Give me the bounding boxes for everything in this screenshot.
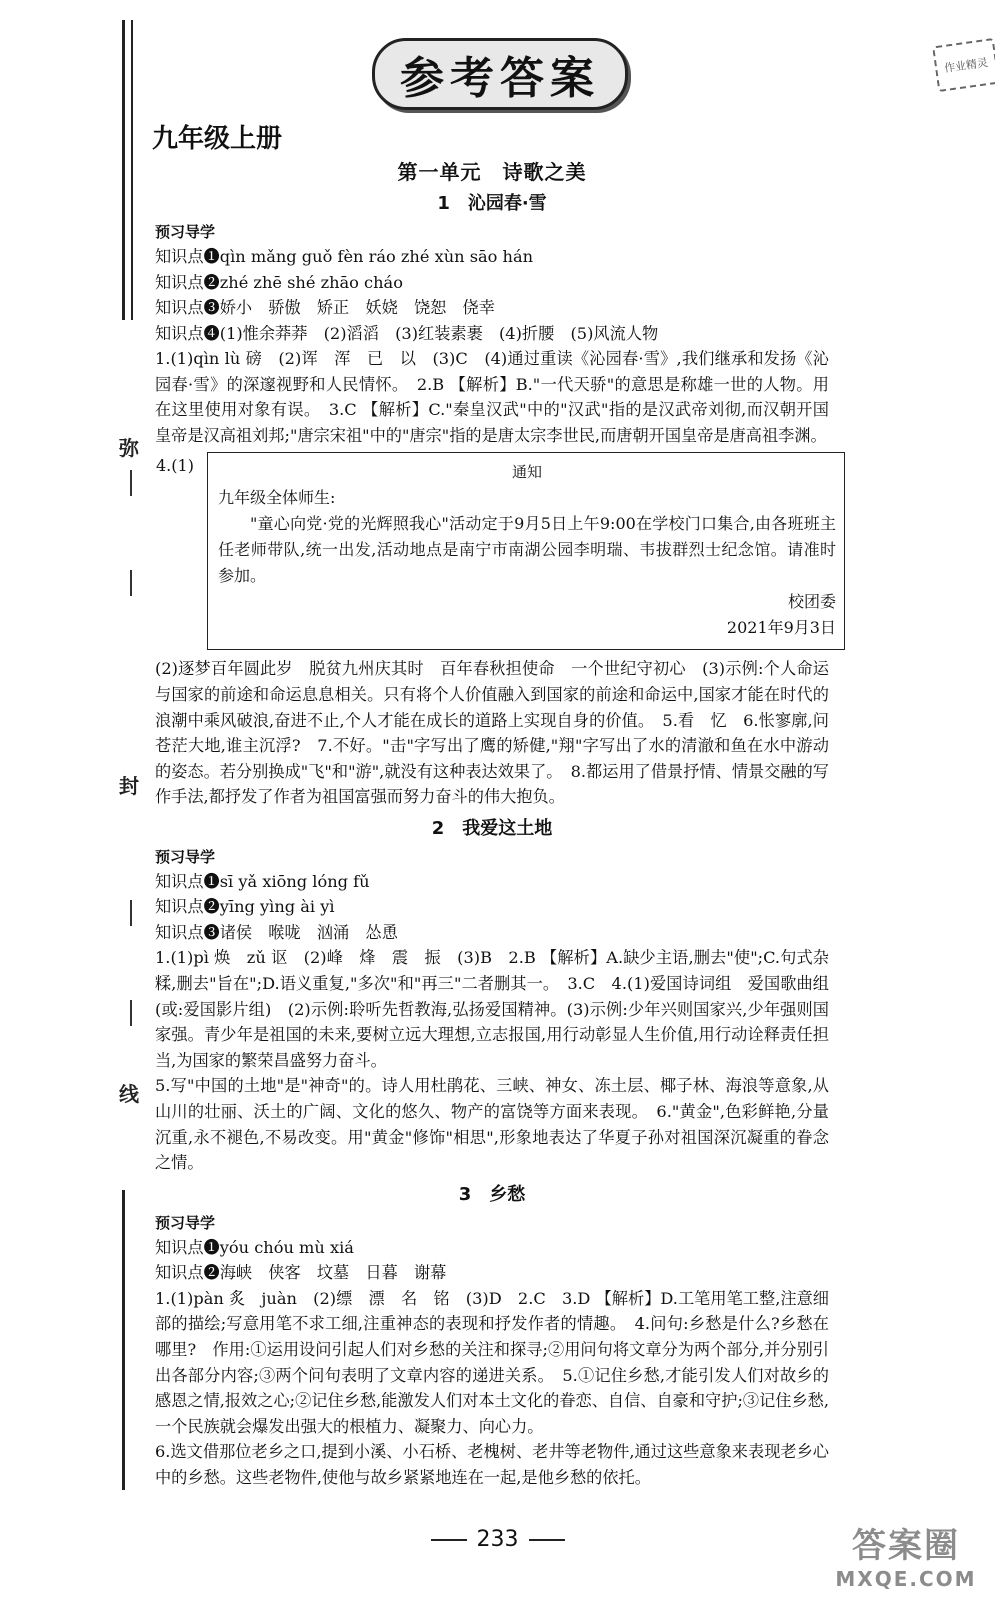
- section-heading: 预习导学: [155, 1213, 216, 1232]
- notice-body: "童心向党·党的光辉照我心"活动定于9月5日上午9:00在学校门口集合,由各班班主任老师带队,统一出发,活动地点是南宁市南湖公园李明瑞、韦拔群烈士纪念馆。请准时参加。: [218, 514, 836, 586]
- content: [155, 152, 836, 1491]
- unit-title: 第一单元 诗歌之美: [397, 160, 587, 184]
- notice-signer: 校团委: [787, 592, 836, 612]
- lesson-title: 1 沁园春·雪: [437, 193, 547, 214]
- binding-dash: [130, 900, 132, 926]
- page-number: 233: [0, 1527, 995, 1552]
- question-label: 4.(1): [156, 456, 194, 476]
- binding-line: [131, 20, 133, 320]
- grade-title: 九年级上册: [152, 124, 283, 154]
- lesson-title: 3 乡愁: [458, 1183, 526, 1205]
- knowledge-line: 知识点❶sī yǎ xiōng lóng fǔ: [155, 871, 370, 891]
- section-heading: 预习导学: [155, 223, 216, 241]
- binding-line: [122, 1190, 125, 1490]
- knowledge-line: 知识点❶yóu chóu mù xiá: [155, 1237, 354, 1257]
- answer-paragraph: 1.(1)qìn lù 磅 (2)诨 浑 已 以 (3)C (4)通过重读《沁园春·雪》,我们继承和发扬《沁园春·雪》的深邃视野和人民情怀。 2.B 【解析】B."一代天骄"的意思是称雄一世的人物。用在这里使用对象有误。 3.C 【解析】C."秦皇汉武"中的"汉武"指的是汉武帝刘彻,而汉朝开国皇帝是汉高祖刘邦;"唐宗宋祖"中的"唐宗"指的是唐太宗李世民,而唐朝开国皇帝是唐高祖李渊。: [155, 349, 829, 445]
- notice-date: 2021年9月3日: [726, 618, 836, 638]
- logo-stamp: 作业精灵: [932, 38, 995, 92]
- notice-title: 通知: [511, 463, 542, 482]
- answer-paragraph: 6.选文借那位老乡之口,提到小溪、小石桥、老槐树、老井等老物件,通过这些意象来表现老乡心中的乡愁。这些老物件,使他与故乡紧紧地连在一起,是他乡愁的依托。: [155, 1442, 829, 1487]
- knowledge-line: 知识点❷zhé zhē shé zhāo cháo: [155, 272, 403, 292]
- binding-dash: [130, 470, 132, 496]
- margin-char-mi: 弥: [119, 436, 139, 460]
- answer-paragraph: 5.写"中国的土地"是"神奇"的。诗人用杜鹃花、三峡、神女、冻土层、椰子林、海浪等意象,从山川的壮丽、沃土的广阔、文化的悠久、物产的富饶等方面来表现。 6."黄金",色彩鲜艳,分量沉重,永不褪色,不易改变。用"黄金"修饰"相思",形象地表达了华夏子孙对祖国深沉凝重的眷念之情。: [155, 1076, 829, 1173]
- watermark-bottom: MXQE.COM: [835, 1567, 977, 1591]
- binding-line: [122, 20, 125, 320]
- knowledge-line: 知识点❶qìn mǎng guǒ fèn ráo zhé xùn sāo hán: [155, 247, 534, 266]
- margin-char-feng: 封: [119, 774, 139, 798]
- margin-char-xian: 线: [119, 1082, 139, 1106]
- answer-paragraph: 1.(1)pàn 炙 juàn (2)缥 漂 名 铭 (3)D 2.C 3.D 【解析】D.工笔用笔工整,注意细部的描绘;写意用笔不求工细,注重神态的表现和抒发作者的情趣。 4.问句:乡愁是什么?乡愁在哪里? 作用:①运用设问引起人们对乡愁的关注和探寻;②用问句将文章分为两个部分,并分别引出各部分内容;③两个问句表明了文章内容的递进关系。 5.①记住乡愁,才能引发人们对故乡的感恩之情,报效之心;②记住乡愁,能激发人们对本土文化的眷恋、自信、自豪和守护;③记住乡愁,一个民族就会爆发出强大的根植力、凝聚力、向心力。: [155, 1288, 829, 1436]
- lesson-title: 2 我爱这土地: [431, 817, 553, 839]
- knowledge-line: 知识点❸娇小 骄傲 矫正 妖娆 饶恕 侥幸: [155, 298, 495, 317]
- answer-paragraph: (2)逐梦百年圆此岁 脱贫九州庆其时 百年春秋担使命 一个世纪守初心 (3)示例:个人命运与国家的前途和命运息息相关。只有将个人价值融入到国家的前途和命运中,国家才能在时代的浪潮中乘风破浪,奋进不止,个人才能在成长的道路上实现自身的价值。 5.看 忆 6.怅寥廓,问苍茫大地,谁主沉浮? 7.不好。"击"字写出了鹰的矫健,"翔"字写出了水的清澈和鱼在水中游动的姿态。若分别换成"飞"和"游",就没有这种表达效果了。 8.都运用了借景抒情、情景交融的写作手法,都抒发了作者为祖国富强而努力奋斗的伟大抱负。: [155, 659, 829, 807]
- notice-box: [156, 452, 845, 650]
- binding-dash: [130, 570, 132, 596]
- notice-salutation: 九年级全体师生:: [218, 488, 336, 508]
- knowledge-line: 知识点❷海峡 侠客 坟墓 日暮 谢幕: [155, 1263, 447, 1283]
- page-banner: 参考答案: [372, 38, 628, 110]
- watermark-top: 答案圈: [852, 1526, 960, 1566]
- knowledge-line: 知识点❹(1)惟余莽莽 (2)滔滔 (3)红装素裹 (4)折腰 (5)风流人物: [155, 323, 659, 343]
- answer-paragraph: 1.(1)pì 焕 zǔ 讴 (2)峰 烽 震 振 (3)B 2.B 【解析】A.缺少主语,删去"使";C.句式杂糅,删去"旨在";D.语义重复,"多次"和"再三"二者删其一。 3.C 4.(1)爱国诗词组 爱国歌曲组(或:爱国影片组) (2)示例:聆听先哲教海,弘扬爱国精神。(3)示例:少年兴则国家兴,少年强则国家强。青少年是祖国的未来,要树立远大理想,立志报国,用行动彰显人生价值,用行动诠释责任担当,为国家的繁荣昌盛努力奋斗。: [155, 948, 829, 1070]
- section-heading: 预习导学: [155, 847, 216, 866]
- knowledge-line: 知识点❷yīng yìng ài yì: [155, 897, 335, 917]
- watermark-logo: [822, 1518, 990, 1590]
- knowledge-line: 知识点❸诸侯 喉咙 汹涌 怂恿: [155, 922, 398, 942]
- binding-dash: [130, 1000, 132, 1026]
